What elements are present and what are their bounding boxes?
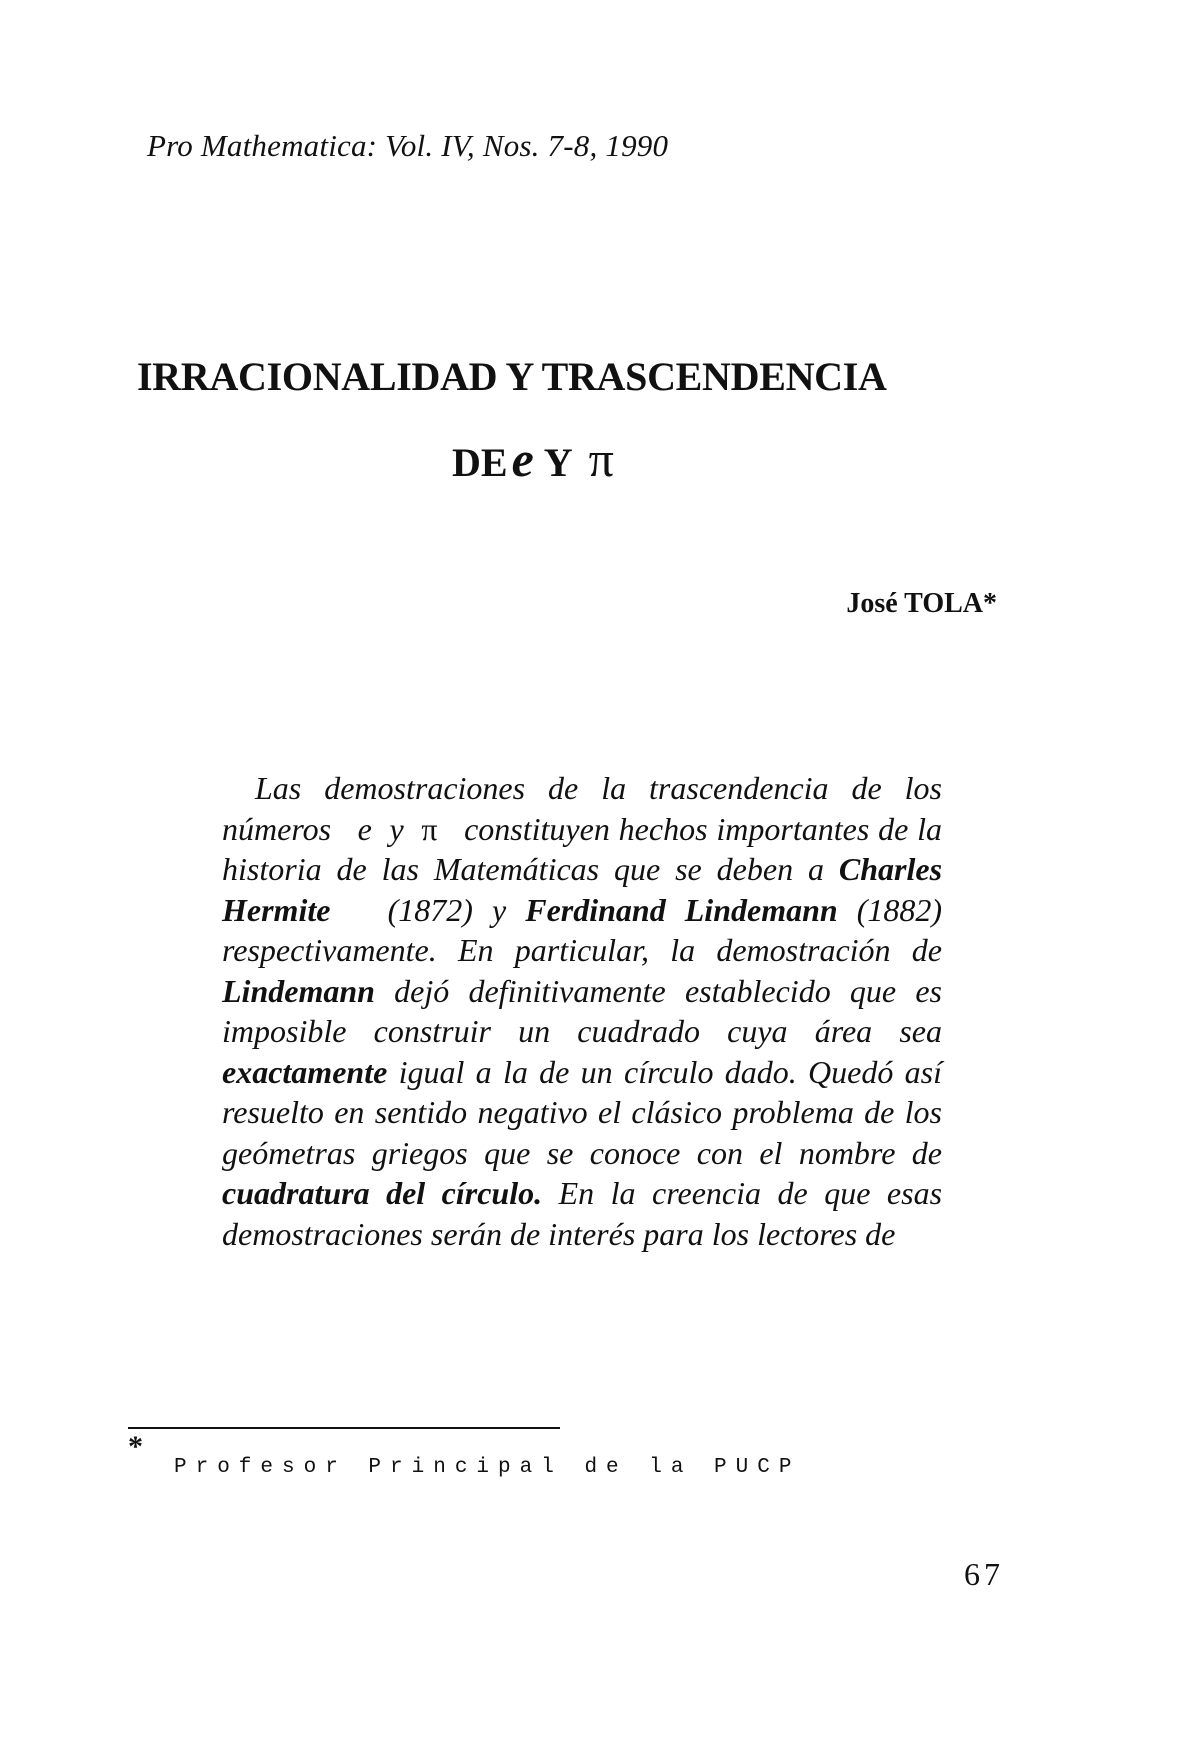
abstract-text: igual a la de un círculo dado. Quedó así resuelto en sentido negativo el clásico problema de los geómetras griegos que se conoce con el nombre de (222, 1053, 943, 1171)
emphasis-exactamente: exactamente (222, 1053, 388, 1090)
abstract-text: constituyen hechos importantes de la historia de las Matemáticas que se deben a (222, 810, 943, 887)
abstract-text: Las demostraciones de la trascendencia de los números (222, 770, 942, 847)
footnote-mark: * (128, 1430, 143, 1463)
abstract-text: y (389, 810, 404, 847)
symbol-e: e (357, 810, 372, 847)
footnote-divider (128, 1427, 560, 1429)
title-symbol-pi: π (588, 431, 614, 487)
abstract-text: (1882) respectivamente. En particular, la demostración de (222, 891, 943, 968)
page-number: 67 (964, 1556, 1004, 1592)
title-prefix: DE (452, 440, 508, 485)
abstract-text: dejó definitivamente establecido que es imposible construir un cuadrado cuya área sea (222, 972, 943, 1049)
article-title: IRRACIONALIDAD Y TRASCENDENCIA (137, 354, 887, 399)
name-hermite: Charles Hermite (222, 851, 943, 928)
author-name: José TOLA* (846, 588, 997, 619)
abstract-paragraph (222, 768, 942, 1254)
footnote-text: Profesor Principal de la PUCP (174, 1456, 801, 1479)
title-conjunction: Y (543, 440, 573, 485)
title-symbol-e: e (511, 431, 534, 487)
emphasis-cuadratura: cuadratura del círculo. (222, 1175, 543, 1211)
abstract-text: (1872) y (387, 891, 507, 928)
article-title-line-2 (452, 430, 614, 488)
name-lindemann-short: Lindemann (222, 972, 375, 1009)
name-lindemann: Ferdinand Lindemann (525, 891, 838, 928)
symbol-pi: π (421, 810, 438, 847)
journal-header: Pro Mathematica: Vol. IV, Nos. 7-8, 1990 (147, 128, 669, 163)
abstract-text: En la creencia de que esas demostraciones serán de interés para los lectores de (222, 1175, 943, 1252)
